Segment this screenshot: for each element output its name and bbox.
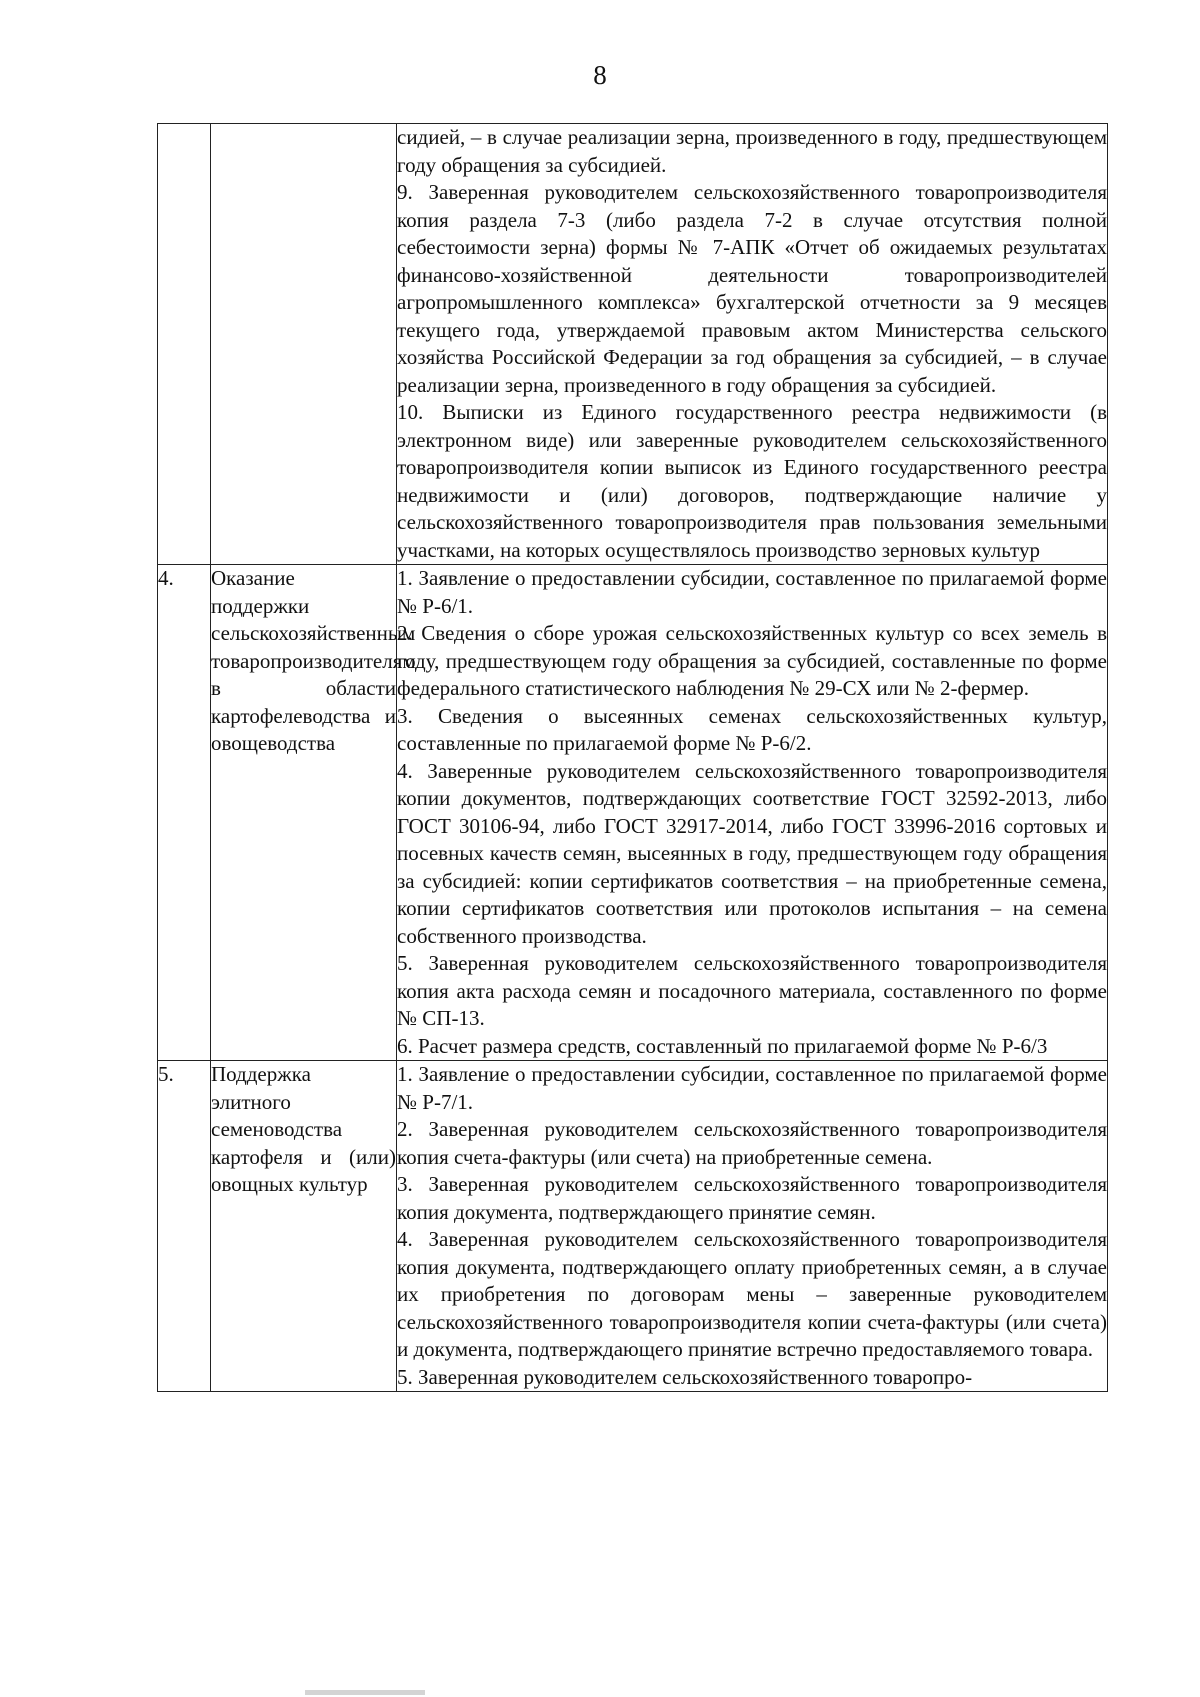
table-row — [158, 124, 1108, 565]
page-number: 8 — [593, 60, 607, 90]
document-item: 1. Заявление о предоставлении субсидии, составленное по прилагаемой форме № Р-6/1. — [397, 566, 1107, 618]
row-number — [158, 124, 211, 565]
row-title — [211, 124, 397, 565]
table-row — [158, 565, 1108, 1061]
document-item: 6. Расчет размера средств, составленный по прилагаемой форме № Р-6/3 — [397, 1033, 1048, 1058]
document-item: 3. Заверенная руководителем сельскохозяйственного товаропроизводителя копия документа, подтверждающего принятие семян. — [397, 1172, 1107, 1224]
document-item: 9. Заверенная руководителем сельскохозяйственного товаропроизводителя копия раздела 7-3 (либо раздела 7-2 в случае отсутствия полной себестоимости зерна) формы № 7-АПК «Отчет об ожидаемых результатах финансово-хозяйственной деятельности товаропроизводителей агропромышленного комплекса» бухгалтерской отчетности за 9 месяцев текущего года, утверждаемой правовым актом Министерства сельского хозяйства Российской Федерации за год обращения за субсидией, – в случае реализации зерна, произведенного в году обращения за субсидией. — [397, 180, 1107, 397]
document-item: 1. Заявление о предоставлении субсидии, составленное по прилагаемой форме № Р-7/1. — [397, 1062, 1107, 1114]
row-content — [397, 124, 1108, 565]
document-item: 5. Заверенная руководителем сельскохозяйственного товаропроизводителя копия акта расхода семян и посадочного материала, составленного по форме № СП-13. — [397, 951, 1107, 1030]
document-item: 3. Сведения о высеянных семенах сельскохозяйственных культур, составленные по прилагаемой форме № Р-6/2. — [397, 703, 1107, 755]
document-item: сидией, – в случае реализации зерна, произведенного в году, предшествующем году обращения за субсидией. — [397, 125, 1107, 177]
document-item: 4. Заверенные руководителем сельскохозяйственного товаропроизводителя копии документов, подтверждающих соответствие ГОСТ 32592-2013, либо ГОСТ 30106-94, либо ГОСТ 32917-2014, либо ГОСТ 33996-2016 сортовых и посевных качеств семян, высеянных в году, предшествующем году обращения за субсидией: копии сертификатов соответствия – на приобретенные семена, копии сертификатов соответствия или протоколов испытания – на семена собственного производства. — [397, 758, 1107, 948]
documents-table — [157, 123, 1108, 1392]
row-content — [397, 1061, 1108, 1392]
row-content — [397, 565, 1108, 1061]
row-title: Оказание поддержки сельскохозяйственным товаропроизводителям в области картофелеводства и овощеводства — [211, 565, 397, 1061]
scan-artifact — [305, 1690, 425, 1695]
table-row — [158, 1061, 1108, 1392]
document-item: 5. Заверенная руководителем сельскохозяйственного товаропро- — [397, 1364, 973, 1389]
document-item: 2. Заверенная руководителем сельскохозяйственного товаропроизводителя копия счета-фактуры (или счета) на приобретенные семена. — [397, 1117, 1107, 1169]
row-title: Поддержка элитного семеноводства картофеля и (или) овощных культур — [211, 1061, 397, 1392]
row-number: 5. — [158, 1061, 211, 1392]
document-item: 2. Сведения о сборе урожая сельскохозяйственных культур со всех земель в году, предшествующем году обращения за субсидией, составленные по форме федерального статистического наблюдения № 29-СХ или № 2-фермер. — [397, 621, 1107, 700]
document-item: 10. Выписки из Единого государственного реестра недвижимости (в электронном виде) или заверенные руководителем сельскохозяйственного товаропроизводителя копии выписок из Единого государственного реестра недвижимости и (или) договоров, подтверждающие наличие у сельскохозяйственного товаропроизводителя прав пользования земельными участками, на которых осуществлялось производство зерновых культур — [397, 400, 1107, 562]
document-item: 4. Заверенная руководителем сельскохозяйственного товаропроизводителя копия документа, подтверждающего оплату приобретенных семян, а в случае их приобретения по договорам мены – заверенные руководителем сельскохозяйственного товаропроизводителя копии счета-фактуры (или счета) и документа, подтверждающего принятие встречно предоставляемого товара. — [397, 1227, 1107, 1361]
row-number: 4. — [158, 565, 211, 1061]
